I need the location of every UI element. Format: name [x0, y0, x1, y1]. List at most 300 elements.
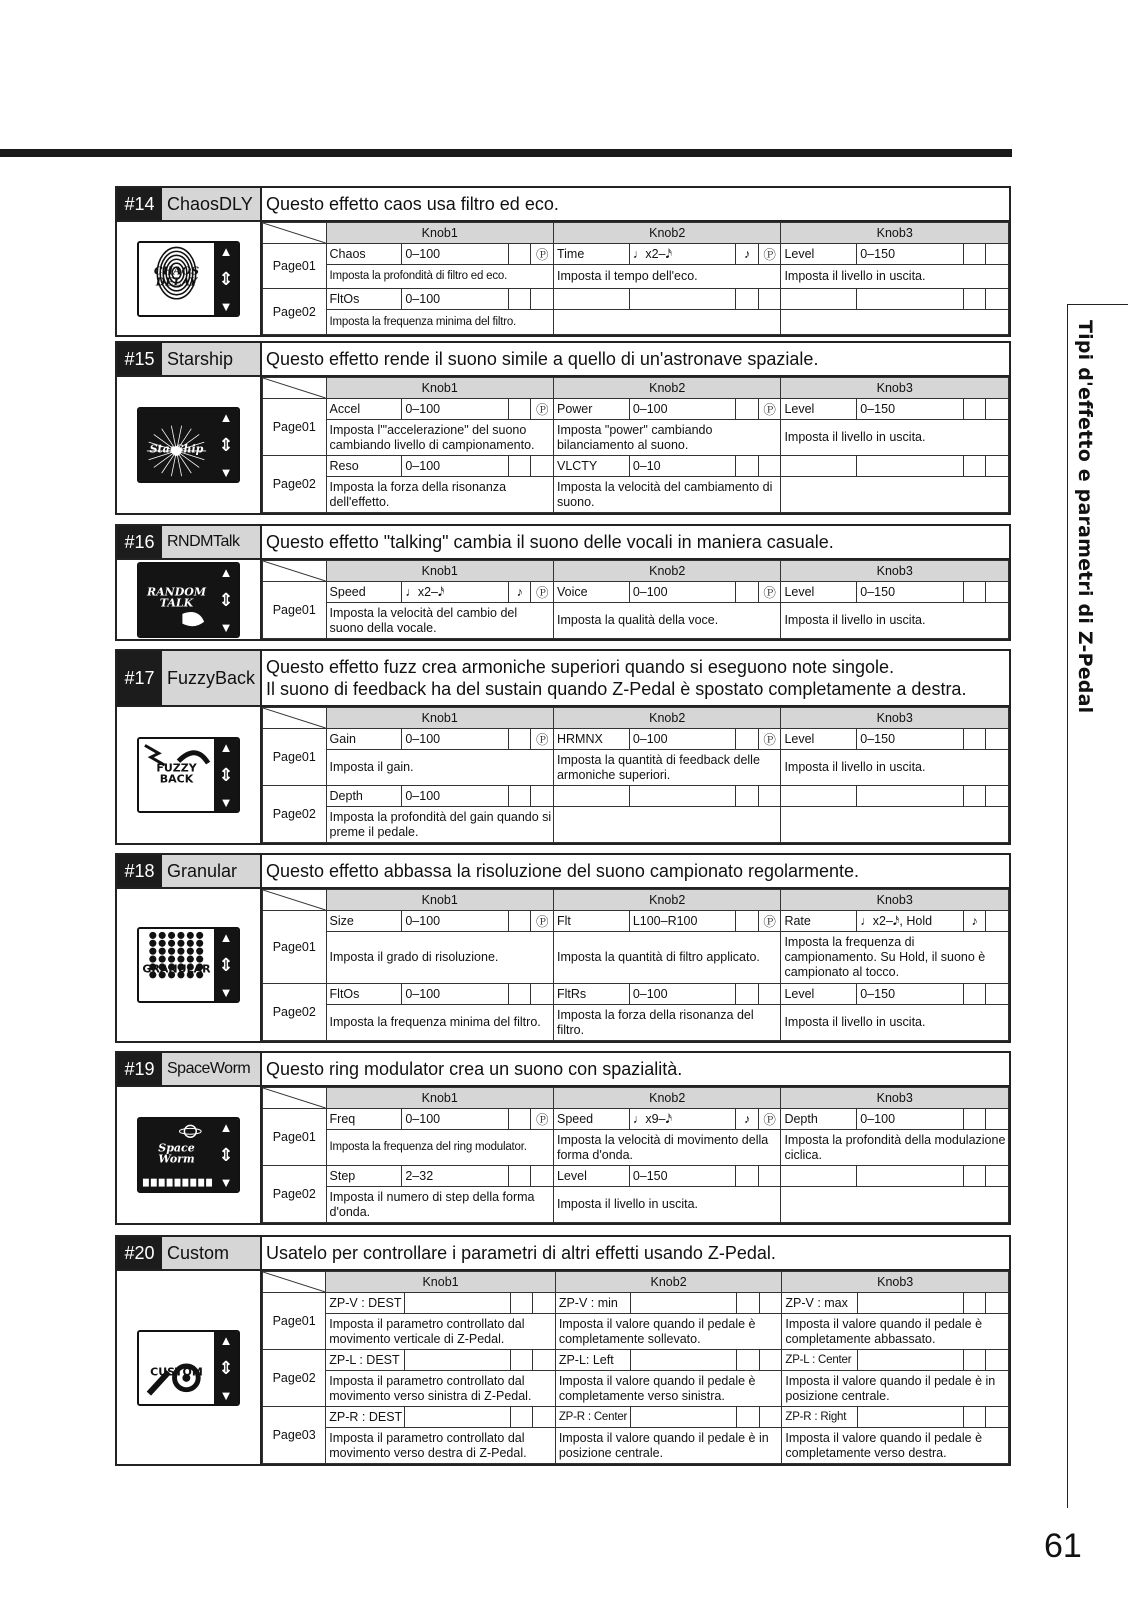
param-description: Imposta la quantità di feedback delle armoniche superiori.	[553, 750, 780, 786]
param-range: 0–100	[402, 289, 509, 310]
logo-lettering: RANDOM	[146, 585, 207, 599]
diagonal-corner-cell	[263, 378, 327, 399]
pedal-cell	[986, 1109, 1009, 1130]
param-name-row	[263, 729, 1009, 750]
param-name-row	[263, 456, 1009, 477]
knob-header-2: Knob2	[553, 223, 780, 244]
param-description: Imposta il livello in uscita.	[781, 1005, 1009, 1041]
param-range: 0–100	[402, 456, 509, 477]
logo-lettering: Worm	[158, 1152, 195, 1166]
pedal-assign-icon: Ⓟ	[758, 244, 781, 265]
effect-block	[115, 853, 1011, 1043]
side-rule-tick	[1067, 304, 1128, 305]
knob-header-row	[263, 561, 1009, 582]
arrow-down-icon: ▼	[219, 795, 233, 810]
param-description: Imposta il gain.	[326, 750, 553, 786]
page-label: Page01	[263, 911, 327, 984]
logo-lettering: StarShip	[149, 442, 204, 456]
logo-artwork	[139, 1119, 214, 1191]
param-range	[404, 1350, 510, 1371]
param-description: Imposta la frequenza minima del filtro.	[326, 310, 553, 335]
param-range	[629, 786, 736, 807]
diagonal-line	[263, 561, 326, 581]
top-rule	[0, 149, 1012, 157]
page-label: Page02	[263, 456, 327, 513]
param-name: FltOs	[326, 289, 402, 310]
param-name: Level	[781, 729, 857, 750]
knob-header-3: Knob3	[782, 1272, 1009, 1293]
effect-block	[115, 1051, 1011, 1225]
logo-lettering: BACK	[159, 772, 194, 786]
pedal-cell	[986, 582, 1009, 603]
z-swirl-icon: ⇕	[218, 1145, 234, 1165]
param-description: Imposta l'"accelerazione" del suono cambiando livello di campionamento.	[326, 420, 553, 456]
sync-cell	[510, 1407, 532, 1428]
param-range: 0–150	[857, 244, 964, 265]
effect-body	[117, 222, 1009, 335]
effect-body	[117, 889, 1009, 1041]
effect-description-line: Questo effetto "talking" cambia il suono delle vocali in maniera casuale.	[266, 532, 834, 552]
param-description	[553, 310, 780, 335]
effect-body	[117, 377, 1009, 513]
pedal-cell	[531, 786, 554, 807]
sync-cell	[508, 289, 531, 310]
effect-id	[117, 343, 262, 375]
page-label: Page01	[263, 729, 327, 786]
logo-artwork	[139, 243, 214, 315]
param-range: 0–100	[629, 399, 736, 420]
param-name: Depth	[781, 1109, 857, 1130]
param-range	[857, 1350, 963, 1371]
sync-cell	[737, 1293, 759, 1314]
param-description: Imposta il valore quando il pedale è completamente sollevato.	[555, 1314, 782, 1350]
knob-header-3: Knob3	[781, 378, 1009, 399]
diagonal-line	[263, 1088, 326, 1108]
param-description: Imposta il livello in uscita.	[781, 420, 1009, 456]
knob-header-1: Knob1	[326, 708, 553, 729]
pedal-cell	[758, 984, 781, 1005]
param-name-row	[263, 582, 1009, 603]
param-name-row	[263, 911, 1009, 932]
arrow-up-icon: ▲	[219, 564, 233, 580]
param-name-row	[263, 1350, 1009, 1371]
effect-name: FuzzyBack	[162, 651, 260, 705]
note-sync-icon: ♪	[963, 911, 986, 932]
param-name: Rate	[781, 911, 857, 932]
sync-cell	[508, 911, 531, 932]
pedal-assign-icon: Ⓟ	[758, 1109, 781, 1130]
param-description: Imposta il parametro controllato dal movimento verso sinistra di Z-Pedal.	[326, 1371, 556, 1407]
effect-name: RNDMTalk	[162, 526, 260, 558]
param-range: 0–150	[857, 729, 964, 750]
arrow-up-icon: ▲	[219, 740, 233, 755]
param-range	[404, 1293, 510, 1314]
knob-header-row	[263, 890, 1009, 911]
param-desc-row	[263, 1187, 1009, 1223]
param-description: Imposta il grado di risoluzione.	[326, 932, 553, 984]
effect-description-line: Questo effetto rende il suono simile a quello di un'astronave spaziale.	[266, 349, 819, 369]
pedal-cell	[986, 456, 1009, 477]
effect-number: #19	[117, 1053, 162, 1085]
param-name	[781, 786, 857, 807]
knob-header-3: Knob3	[781, 561, 1009, 582]
param-name: ZP-L : Center	[782, 1350, 858, 1371]
logo-lettering: GRANULAR	[142, 962, 211, 976]
z-swirl-icon: ⇕	[218, 1357, 234, 1378]
param-name: HRMNX	[553, 729, 629, 750]
logo-lettering: TALK	[159, 596, 194, 610]
param-range	[631, 1350, 737, 1371]
knob-header-1: Knob1	[326, 1088, 553, 1109]
param-desc-row	[263, 603, 1009, 639]
sync-cell	[963, 984, 986, 1005]
param-name: Speed	[326, 582, 402, 603]
param-name	[781, 289, 857, 310]
pedal-cell	[531, 456, 554, 477]
logo-lettering: CUSTOM	[150, 1365, 203, 1379]
effect-icon-cell	[117, 377, 262, 513]
pedal-cell	[986, 289, 1009, 310]
effect-description-line: Usatelo per controllare i parametri di altri effetti usando Z-Pedal.	[266, 1243, 776, 1263]
knob-header-1: Knob1	[326, 223, 553, 244]
param-name: Freq	[326, 1109, 402, 1130]
effect-id	[117, 855, 262, 887]
param-name	[553, 289, 629, 310]
page-label: Page02	[263, 1166, 327, 1223]
param-range	[404, 1407, 510, 1428]
logo-artwork	[139, 409, 214, 481]
effect-name: Granular	[162, 855, 260, 887]
diagonal-corner-cell	[263, 708, 327, 729]
page-label: Page03	[263, 1407, 326, 1464]
param-name: Level	[781, 244, 857, 265]
param-range	[629, 289, 736, 310]
param-range: 0–100	[402, 1109, 509, 1130]
knob-header-row	[263, 1272, 1009, 1293]
knob-header-2: Knob2	[553, 378, 780, 399]
sync-cell	[963, 729, 986, 750]
pedal-cell	[759, 1407, 781, 1428]
knob-header-row	[263, 378, 1009, 399]
param-description: Imposta il numero di step della forma d'onda.	[326, 1187, 553, 1223]
parameter-table	[262, 889, 1009, 1041]
page-label: Page01	[263, 1109, 327, 1166]
effect-icon-cell	[117, 1087, 262, 1223]
knob-header-3: Knob3	[781, 1088, 1009, 1109]
sync-cell	[510, 1293, 532, 1314]
sync-cell	[508, 1166, 531, 1187]
effect-header	[117, 651, 1009, 707]
effect-name: Custom	[162, 1237, 260, 1269]
logo-lettering: FUZZY	[156, 761, 197, 775]
param-range: 0–100	[402, 729, 509, 750]
knob-header-row	[263, 223, 1009, 244]
param-range	[631, 1407, 737, 1428]
param-description: Imposta la forza della risonanza del filtro.	[553, 1005, 780, 1041]
param-name: Time	[553, 244, 629, 265]
param-range	[857, 786, 964, 807]
knob-header-3: Knob3	[781, 890, 1009, 911]
knob-header-1: Knob1	[326, 378, 553, 399]
effect-block	[115, 649, 1011, 845]
effect-block	[115, 524, 1011, 641]
effect-description-line: Il suono di feedback ha del sustain quando Z-Pedal è spostato completamente a destra.	[266, 679, 967, 699]
param-name-row	[263, 1293, 1009, 1314]
effect-logo	[137, 241, 240, 317]
effect-body	[117, 707, 1009, 843]
param-description: Imposta la profondità della modulazione ciclica.	[781, 1130, 1009, 1166]
param-range: L100–R100	[629, 911, 736, 932]
effect-name: Starship	[162, 343, 260, 375]
pedal-assign-icon: Ⓟ	[531, 911, 554, 932]
param-description: Imposta "power" cambiando bilanciamento al suono.	[553, 420, 780, 456]
z-pedal-arrow-icon	[214, 243, 238, 315]
pedal-assign-icon: Ⓟ	[758, 582, 781, 603]
effect-id	[117, 1237, 262, 1269]
effect-header	[117, 855, 1009, 889]
param-description: Imposta il livello in uscita.	[553, 1187, 780, 1223]
z-pedal-arrow-icon	[214, 564, 238, 636]
effect-number: #18	[117, 855, 162, 887]
knob-header-2: Knob2	[553, 1088, 780, 1109]
param-name: Gain	[326, 729, 402, 750]
page-label: Page01	[263, 582, 327, 639]
effect-description	[262, 651, 1009, 705]
pedal-cell	[533, 1407, 555, 1428]
logo-lettering: DELAY	[155, 275, 198, 289]
z-pedal-arrow-icon	[214, 739, 238, 811]
param-desc-row	[263, 265, 1009, 289]
side-rule	[1067, 304, 1068, 1508]
effect-id	[117, 651, 262, 705]
note-sync-icon: ♪	[508, 582, 531, 603]
param-name: VLCTY	[553, 456, 629, 477]
param-description: Imposta la profondità di filtro ed eco.	[326, 265, 553, 289]
diagonal-corner-cell	[263, 561, 327, 582]
page-label: Page01	[263, 1293, 326, 1350]
param-range: ♩x2–𝅘𝅥𝅯	[402, 582, 509, 603]
arrow-up-icon: ▲	[219, 243, 233, 259]
sync-cell	[508, 984, 531, 1005]
pedal-assign-icon: Ⓟ	[758, 729, 781, 750]
effect-number: #16	[117, 526, 162, 558]
effect-logo	[137, 927, 240, 1003]
arrow-down-icon: ▼	[219, 619, 233, 635]
parameter-table	[262, 1271, 1009, 1464]
param-name: ZP-R : Right	[782, 1407, 858, 1428]
param-range: 0–100	[402, 399, 509, 420]
parameter-table	[262, 560, 1009, 639]
effect-logo	[137, 562, 240, 638]
param-description: Imposta il parametro controllato dal movimento verso destra di Z-Pedal.	[326, 1428, 556, 1464]
sync-cell	[736, 911, 759, 932]
sync-cell	[964, 1350, 986, 1371]
pedal-assign-icon: Ⓟ	[758, 911, 781, 932]
param-range: 0–150	[629, 1166, 736, 1187]
page-label: Page02	[263, 984, 327, 1041]
sync-cell	[963, 289, 986, 310]
param-name: Reso	[326, 456, 402, 477]
param-name: Chaos	[326, 244, 402, 265]
param-name: ZP-R : DEST	[326, 1407, 405, 1428]
diagonal-corner-cell	[263, 1088, 327, 1109]
pedal-cell	[986, 984, 1009, 1005]
parameter-table	[262, 222, 1009, 335]
note-sync-icon: ♪	[736, 244, 759, 265]
param-name: Power	[553, 399, 629, 420]
pedal-assign-icon: Ⓟ	[758, 399, 781, 420]
arrow-up-icon: ▲	[219, 930, 233, 945]
param-name: Depth	[326, 786, 402, 807]
param-description: Imposta la velocità del cambiamento di suono.	[553, 477, 780, 513]
effect-description	[262, 343, 1009, 375]
param-range: 0–10	[629, 456, 736, 477]
pedal-cell	[533, 1350, 555, 1371]
sync-cell	[736, 456, 759, 477]
param-desc-row	[263, 750, 1009, 786]
logo-artwork	[139, 739, 214, 811]
logo-artwork	[139, 1332, 214, 1404]
note-sync-icon: ♪	[736, 1109, 759, 1130]
param-range: 0–100	[402, 911, 509, 932]
param-range	[857, 1293, 963, 1314]
param-name-row	[263, 244, 1009, 265]
z-pedal-arrow-icon	[214, 1332, 238, 1404]
arrow-down-icon: ▼	[219, 985, 233, 1000]
param-name-row	[263, 399, 1009, 420]
effect-header	[117, 1053, 1009, 1087]
arrow-up-icon: ▲	[219, 1332, 233, 1348]
sync-cell	[963, 456, 986, 477]
effect-description	[262, 1053, 1009, 1085]
effect-description	[262, 855, 1009, 887]
param-description: Imposta il valore quando il pedale è in posizione centrale.	[782, 1371, 1009, 1407]
effect-icon-cell	[117, 560, 262, 639]
pedal-cell	[986, 1166, 1009, 1187]
param-range: 0–100	[402, 244, 509, 265]
param-description: Imposta la qualità della voce.	[553, 603, 780, 639]
pedal-assign-icon: Ⓟ	[531, 244, 554, 265]
arrow-down-icon: ▼	[219, 1387, 233, 1403]
param-name: ZP-L : DEST	[326, 1350, 405, 1371]
knob-header-2: Knob2	[553, 561, 780, 582]
param-description: Imposta il tempo dell'eco.	[553, 265, 780, 289]
z-pedal-arrow-icon	[214, 929, 238, 1001]
param-description	[781, 477, 1009, 513]
knob-header-1: Knob1	[326, 890, 553, 911]
sync-cell	[508, 456, 531, 477]
arrow-down-icon: ▼	[219, 465, 233, 480]
effect-number: #17	[117, 651, 162, 705]
effect-id	[117, 1053, 262, 1085]
knob-header-3: Knob3	[781, 223, 1009, 244]
param-range: 0–100	[629, 582, 736, 603]
pedal-cell	[986, 729, 1009, 750]
effect-name: SpaceWorm	[162, 1053, 260, 1085]
param-description	[781, 310, 1009, 335]
param-name	[781, 456, 857, 477]
param-name-row	[263, 786, 1009, 807]
param-description: Imposta il valore quando il pedale è completamente abbassato.	[782, 1314, 1009, 1350]
knob-header-row	[263, 1088, 1009, 1109]
param-name: Size	[326, 911, 402, 932]
param-description	[781, 807, 1009, 843]
diagonal-line	[263, 223, 326, 243]
effect-logo	[137, 1117, 240, 1193]
arrow-down-icon: ▼	[219, 1175, 233, 1190]
param-range: ♩x2–𝅘𝅥𝅯, Hold	[857, 911, 964, 932]
param-range	[857, 1407, 963, 1428]
diagonal-corner-cell	[263, 1272, 326, 1293]
effect-description	[262, 188, 1009, 220]
param-description: Imposta il parametro controllato dal movimento verticale di Z-Pedal.	[326, 1314, 556, 1350]
effect-body	[117, 1087, 1009, 1223]
param-description	[781, 1187, 1009, 1223]
z-pedal-arrow-icon	[214, 1119, 238, 1191]
sync-cell	[736, 729, 759, 750]
effect-description-line: Questo ring modulator crea un suono con spazialità.	[266, 1059, 683, 1079]
param-name: Level	[781, 984, 857, 1005]
z-swirl-icon: ⇕	[218, 765, 234, 785]
pedal-cell	[986, 786, 1009, 807]
z-pedal-arrow-icon	[214, 409, 238, 481]
param-desc-row	[263, 1428, 1009, 1464]
param-name: Level	[781, 582, 857, 603]
pedal-cell	[758, 456, 781, 477]
param-description	[553, 807, 780, 843]
pedal-cell	[986, 399, 1009, 420]
param-desc-row	[263, 932, 1009, 984]
param-desc-row	[263, 1130, 1009, 1166]
param-name: FltRs	[553, 984, 629, 1005]
param-range: 2–32	[402, 1166, 509, 1187]
param-desc-row	[263, 807, 1009, 843]
pedal-cell	[531, 984, 554, 1005]
sync-cell	[736, 984, 759, 1005]
sync-cell	[508, 244, 531, 265]
pedal-cell	[986, 1293, 1009, 1314]
sync-cell	[963, 399, 986, 420]
sync-cell	[963, 244, 986, 265]
pedal-assign-icon: Ⓟ	[531, 582, 554, 603]
param-desc-row	[263, 1371, 1009, 1407]
effect-number: #15	[117, 343, 162, 375]
page-label: Page02	[263, 289, 327, 335]
param-range: 0–100	[402, 984, 509, 1005]
effect-icon-cell	[117, 1271, 262, 1464]
sync-cell	[737, 1407, 759, 1428]
knob-header-3: Knob3	[781, 708, 1009, 729]
arrow-up-icon: ▲	[219, 410, 233, 425]
sync-cell	[737, 1350, 759, 1371]
param-name-row	[263, 1166, 1009, 1187]
param-name: Flt	[553, 911, 629, 932]
effect-logo	[137, 407, 240, 483]
diagonal-line	[263, 1272, 325, 1292]
diagonal-line	[263, 708, 326, 728]
param-description: Imposta il livello in uscita.	[781, 603, 1009, 639]
diagonal-corner-cell	[263, 890, 327, 911]
param-description: Imposta la quantità di filtro applicato.	[553, 932, 780, 984]
param-description: Imposta la velocità del cambio del suono della vocale.	[326, 603, 553, 639]
param-description: Imposta il valore quando il pedale è completamente verso destra.	[782, 1428, 1009, 1464]
param-range	[857, 456, 964, 477]
param-desc-row	[263, 477, 1009, 513]
sync-cell	[510, 1350, 532, 1371]
page-number: 61	[1044, 1527, 1082, 1565]
param-name: Step	[326, 1166, 402, 1187]
knob-header-2: Knob2	[555, 1272, 782, 1293]
